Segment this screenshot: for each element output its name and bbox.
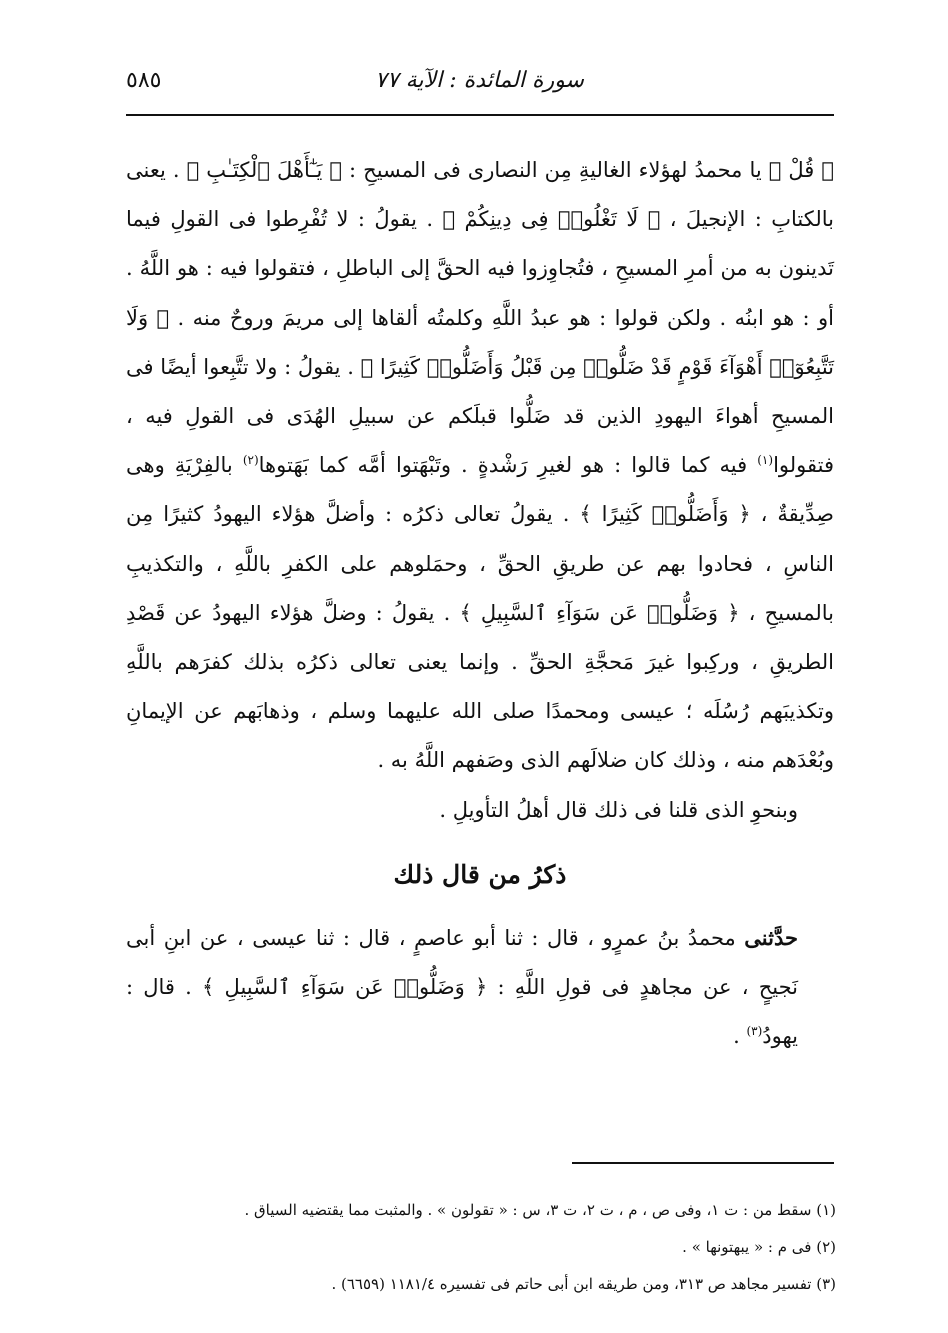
surah-title: سورة المائدة : الآية ٧٧ — [375, 68, 584, 93]
paragraph-interpreters: وبنحوِ الذى قلنا فى ذلك قال أهلُ التأويلِ . — [439, 797, 798, 822]
paragraph-isnad — [126, 913, 834, 1062]
running-header — [126, 62, 834, 106]
isnad-lead-word: حدَّثنى — [744, 924, 798, 950]
footnote-ref-3: (٣) — [746, 1024, 763, 1039]
footnotes — [126, 1192, 836, 1303]
footnote-1: (١) سقط من : ت ١، وفى ص ، م ، ت ٢، ت ٣، س : « تقولون » . والمثبت مما يقتضيه السياق . — [244, 1201, 836, 1219]
footnote-3: (٣) تفسير مجاهد ص ٣١٣، ومن طريقه ابن أبى حاتم فى تفسيره ١١٨١/٤ (٦٦٥٩) . — [331, 1275, 836, 1293]
footnote-ref-2: (٢) — [242, 453, 259, 468]
isnad-text: محمدُ بنُ عمرٍو ، قال : ثنا أبو عاصمٍ ، قال : ثنا عيسى ، عن ابنِ أبى نَجيحٍ ، عن مجاهدٍ فى قولِ اللَّهِ : ﴿ وَضَلُّوا۟ عَن سَوَآءِ ٱلسَّبِيلِ ﴾ . قال : يهودُ — [126, 925, 798, 1049]
paragraph-commentary-part-1: ﴿ قُلْ ﴾ يا محمدُ لهؤلاء الغاليةِ مِن النصارى فى المسيحِ : ﴿ يَـٰٓأَهْلَ ٱلْكِتَـٰبِ ﴾ . يعنى بالكتابِ : الإنجيلَ ، ﴿ لَا تَغْلُوا۟ فِى دِينِكُمْ ﴾ . يقولُ : لا تُفْرِطوا فى القولِ فيما تَدينون به من أمرِ المسيحِ ، فتُجاوِزوا فيه الحقَّ إلى الباطلِ ، فتقولوا فيه : هو اللَّهُ . أو : هو ابنُه . ولكن قولوا : هو عبدُ اللَّهِ وكلمتُه ألقاها إلى مريمَ وروحٌ منه . ﴿ وَلَا تَتَّبِعُوٓا۟ أَهْوَآءَ قَوْمٍ قَدْ ضَلُّوا۟ مِن قَبْلُ وَأَضَلُّوا۟ كَثِيرًا ﴾ . يقولُ : ولا تتَّبِعوا أيضًا فى المسيحِ أهواءَ اليهودِ الذين قد ضَلُّوا قبلَكم عن سبيلِ الهُدَى فى القولِ فيه ، فتقولوا — [126, 158, 834, 478]
page-number: ٥٨٥ — [126, 68, 162, 93]
header-rule — [126, 114, 834, 116]
main-text — [126, 146, 834, 1061]
footnote-rule — [572, 1162, 834, 1164]
isnad-end: . — [733, 1024, 747, 1049]
section-heading: ذكرُ من قال ذلك — [393, 859, 567, 889]
paragraph-commentary-part-2: فيه كما قالوا : هو لغيرِ رَشْدةٍ . وتَبْهَتوا أمَّه كما بَهَتوها — [258, 453, 758, 478]
footnote-2: (٢) فى م : « يبهتونها » . — [682, 1238, 836, 1256]
footnote-ref-1: (١) — [757, 453, 774, 468]
paragraph-commentary-part-3: بالفِرْيَةِ وهى صِدِّيقةٌ ، ﴿ وَأَضَلُّوا۟ كَثِيرًا ﴾ . يقولُ تعالى ذكرُه : وأضلَّ هؤلاء اليهودُ كثيرًا مِن الناسِ ، فحادوا بهم عن طريقِ الحقِّ ، وحمَلوهم على الكفرِ باللَّهِ ، والتكذيبِ بالمسيحِ ، ﴿ وَضَلُّوا۟ عَن سَوَآءِ ٱلسَّبِيلِ ﴾ . يقولُ : وضلَّ هؤلاء اليهودُ عن قَصْدِ الطريقِ ، وركِبوا غيرَ مَحجَّةِ الحقِّ . وإنما يعنى تعالى ذكرُه بذلك كفرَهم باللَّهِ وتكذيبَهم رُسُلَه ؛ عيسى ومحمدًا صلى الله عليهما وسلم ، وذهابَهم عن الإيمانِ وبُعْدَهم منه ، وذلك كان ضلالَهم الذى وصَفهم اللَّهُ به . — [126, 453, 834, 773]
paragraph-commentary — [126, 146, 834, 786]
